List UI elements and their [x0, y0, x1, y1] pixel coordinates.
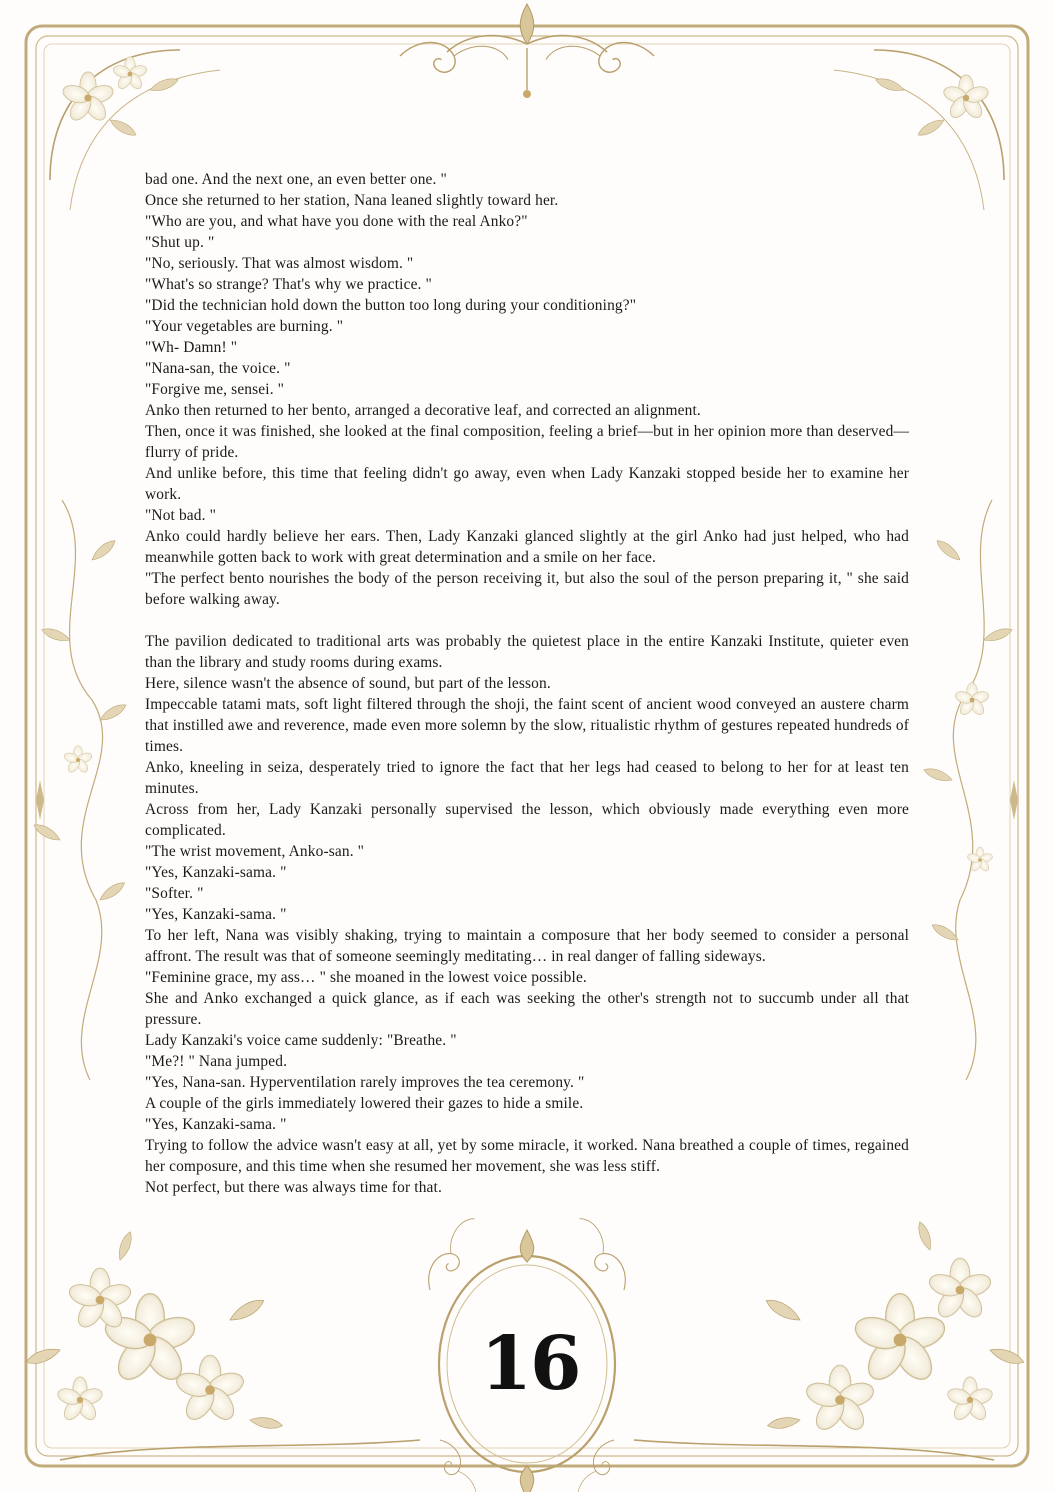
paragraph: "Not bad. ": [145, 507, 217, 524]
paragraph: Anko could hardly believe her ears. Then, Lady Kanzaki glanced slightly at the girl Anko had just helped, who had meanwhile gotten back to work with great determination and a smile on her face.: [145, 528, 909, 566]
paragraph: She and Anko exchanged a quick glance, as if each was seeking the other's strength not to succumb under all that pressure.: [145, 990, 909, 1028]
paragraph: Here, silence wasn't the absence of sound, but part of the lesson.: [145, 675, 551, 692]
paragraph: Impeccable tatami mats, soft light filtered through the shoji, the faint scent of ancient wood conveyed an austere charm that instilled awe and reverence, made even more solemn by the slow, ritualistic rhythm of gestures repeated hundreds of times.: [145, 696, 909, 755]
paragraph: "Yes, Kanzaki-sama. ": [145, 864, 287, 881]
paragraph: "Yes, Kanzaki-sama. ": [145, 906, 287, 923]
paragraph: "Yes, Kanzaki-sama. ": [145, 1116, 287, 1133]
paragraph: "Me?! " Nana jumped.: [145, 1053, 288, 1070]
page-number: 16: [480, 1321, 580, 1407]
body-text: [145, 169, 909, 1198]
paragraph: "The wrist movement, Anko-san. ": [145, 843, 365, 860]
paragraph: "Yes, Nana-san. Hyperventilation rarely improves the tea ceremony. ": [145, 1074, 585, 1091]
paragraph: "Wh- Damn! ": [145, 339, 238, 356]
paragraph: "Feminine grace, my ass… " she moaned in the lowest voice possible.: [145, 969, 587, 986]
paragraph: "Shut up. ": [145, 234, 215, 251]
paragraph: Anko, kneeling in seiza, desperately tried to ignore the fact that her legs had ceased to belong to her for at least ten minutes.: [145, 759, 909, 797]
paragraph: Across from her, Lady Kanzaki personally supervised the lesson, which obviously made everything even more complicated.: [145, 801, 909, 839]
paragraph: Once she returned to her station, Nana leaned slightly toward her.: [145, 192, 559, 209]
paragraph: "Who are you, and what have you done with the real Anko?": [145, 213, 528, 230]
paragraph: The pavilion dedicated to traditional arts was probably the quietest place in the entire Kanzaki Institute, quieter even than the library and study rooms during exams.: [145, 633, 909, 671]
paragraph: "Your vegetables are burning. ": [145, 318, 344, 335]
paragraph: To her left, Nana was visibly shaking, trying to maintain a composure that her body seemed to consider a personal affront. The result was that of someone seemingly meditating… in real danger of falling sideways.: [145, 927, 909, 965]
paragraph: "Nana-san, the voice. ": [145, 360, 291, 377]
paragraph: Not perfect, but there was always time for that.: [145, 1179, 442, 1196]
paragraph: "What's so strange? That's why we practice. ": [145, 276, 432, 293]
paragraph: bad one. And the next one, an even better one. ": [145, 171, 447, 188]
paragraph: "Did the technician hold down the button too long during your conditioning?": [145, 297, 637, 314]
paragraph: And unlike before, this time that feeling didn't go away, even when Lady Kanzaki stopped beside her to examine her work.: [145, 465, 909, 503]
paragraph: Lady Kanzaki's voice came suddenly: "Breathe. ": [145, 1032, 457, 1049]
paragraph: "Softer. ": [145, 885, 204, 902]
paragraph: A couple of the girls immediately lowered their gazes to hide a smile.: [145, 1095, 584, 1112]
paragraph: Trying to follow the advice wasn't easy at all, yet by some miracle, it worked. Nana breathed a couple of times, regained her composure, and this time when she resumed her movement, she was less stiff.: [145, 1137, 909, 1175]
paragraph: "No, seriously. That was almost wisdom. ": [145, 255, 414, 272]
paragraph: Then, once it was finished, she looked at the final composition, feeling a brief—but in her opinion more than deserved—flurry of pride.: [145, 423, 909, 461]
paragraph: Anko then returned to her bento, arranged a decorative leaf, and corrected an alignment.: [145, 402, 701, 419]
paragraph: "The perfect bento nourishes the body of the person receiving it, but also the soul of the person preparing it, " she said before walking away.: [145, 570, 909, 608]
paragraph: "Forgive me, sensei. ": [145, 381, 285, 398]
